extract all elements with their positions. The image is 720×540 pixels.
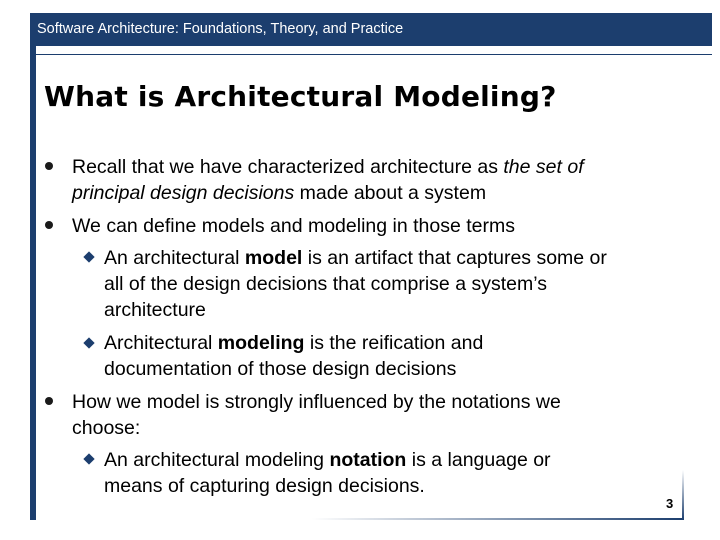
bullet-1-line-1: Recall that we have characterized architecture as the set of [72, 156, 584, 178]
bullet-dot-icon [45, 162, 53, 170]
diamond-bullet-icon [83, 453, 94, 464]
sub-bullet-2-1-line-2: all of the design decisions that comprise a system’s [104, 273, 547, 295]
header-title: Software Architecture: Foundations, Theory, and Practice [37, 21, 404, 37]
bottom-rule [312, 518, 682, 520]
sub-bullet-3-1-line-1: An architectural modeling notation is a language or [104, 449, 551, 471]
page-number: 3 [666, 496, 674, 511]
sub-bullet-2-2-line-1: Architectural modeling is the reification and [104, 332, 484, 354]
sub-bullet-2-2-line-2: documentation of those design decisions [104, 358, 457, 380]
bullet-dot-icon [45, 221, 53, 229]
diamond-bullet-icon [83, 251, 94, 262]
right-rule [682, 470, 684, 520]
bullet-3-line-2: choose: [72, 417, 141, 439]
bullet-dot-icon [45, 397, 53, 405]
bullet-1-line-2: principal design decisions made about a system [72, 182, 487, 204]
bullet-3-line-1: How we model is strongly influenced by the notations we [72, 391, 561, 413]
sub-bullet-2-1-line-3: architecture [104, 299, 206, 321]
sub-bullet-3-1-line-2: means of capturing design decisions. [104, 475, 425, 497]
diamond-bullet-icon [83, 337, 94, 348]
bullet-2-line-1: We can define models and modeling in those terms [72, 215, 515, 237]
slide-title: What is Architectural Modeling? [44, 80, 557, 113]
sub-bullet-2-1-line-1: An architectural model is an artifact that captures some or [104, 247, 607, 269]
